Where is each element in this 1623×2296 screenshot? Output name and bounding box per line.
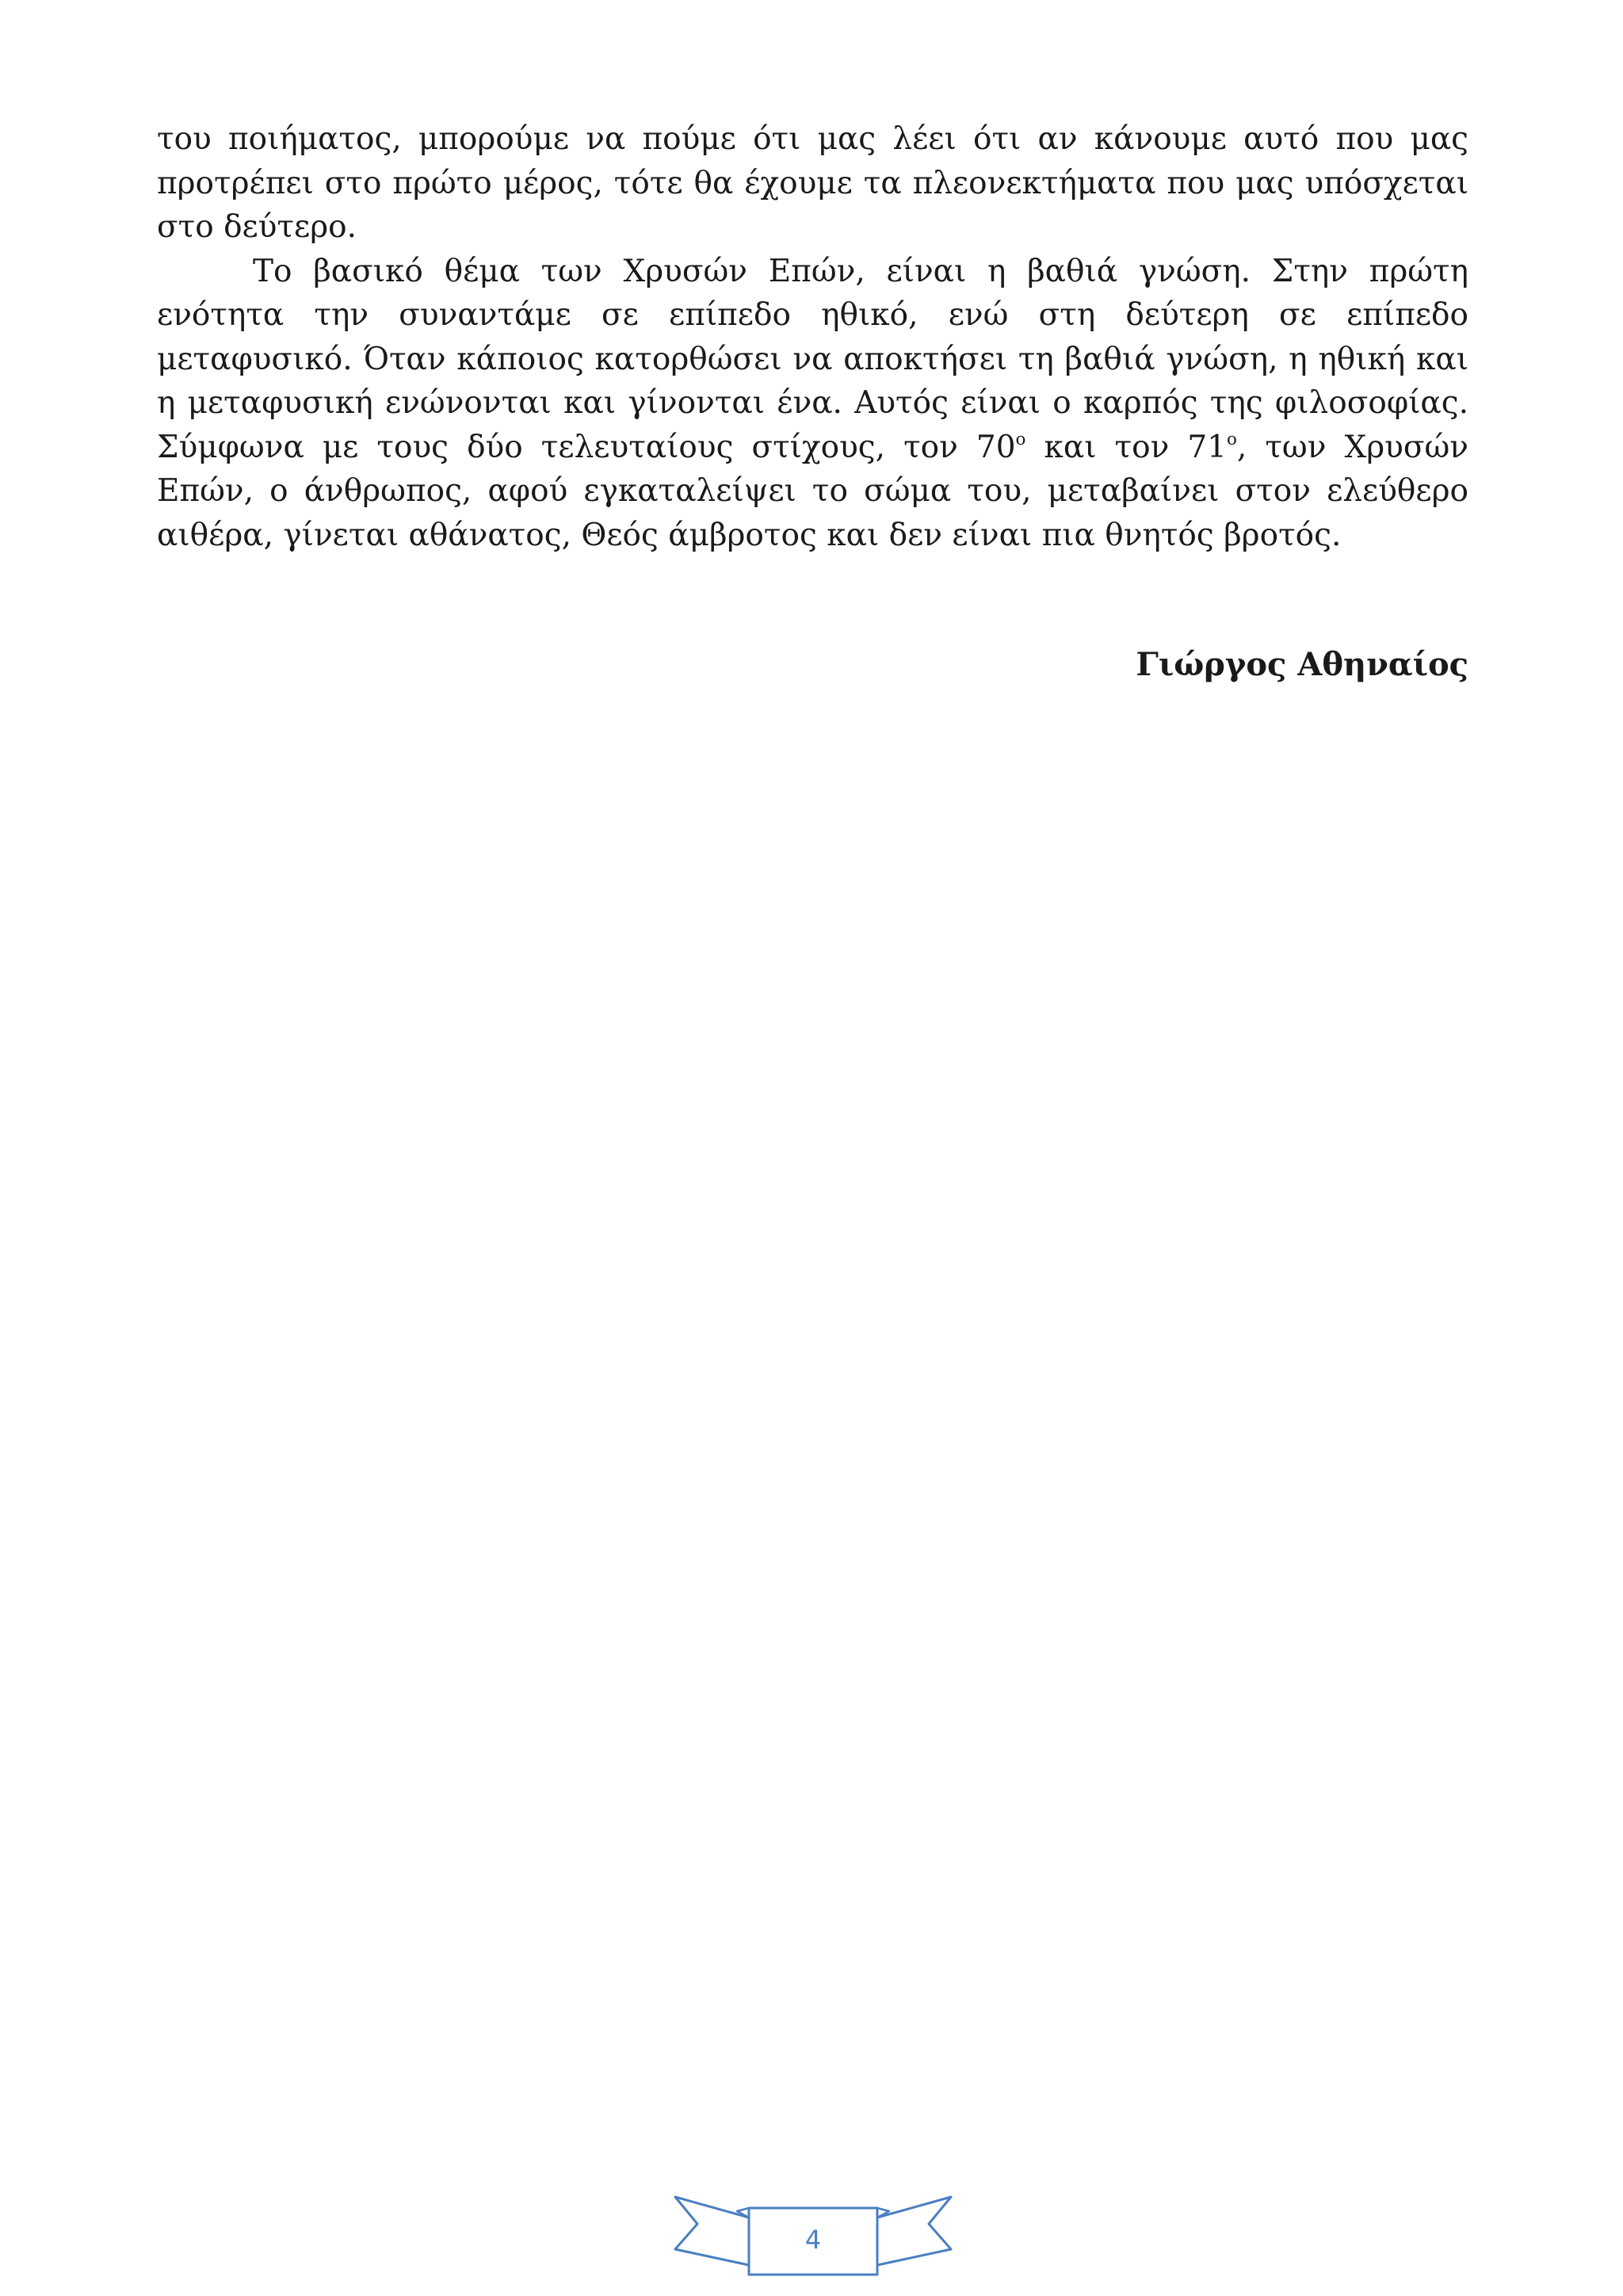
ordinal-suffix-71: ο xyxy=(1226,429,1237,449)
paragraph-continuation: του ποιήματος, μπορούμε να πούμε ότι μας λέει ότι αν κάνουμε αυτό που μας προτρέπει στο πρώτο μέρος, τότε θα έχουμε τα πλεονεκτήματα που μας υπόσχεται στο δεύτερο. xyxy=(157,121,1468,245)
page-number: 4 xyxy=(804,2225,822,2255)
paragraph-main-part-2: και τον 71 xyxy=(1025,429,1227,465)
paragraph-main-part-3: , των Χρυσών Επών, ο άνθρωπος, αφού εγκαταλείψει το σώμα του, μεταβαίνει στον ελεύθερο αιθέρα, γίνεται αθάνατος, Θεός άμβροτος και δεν είναι πια θνητός βροτός. xyxy=(157,429,1468,553)
body-text xyxy=(157,117,1468,557)
paragraph-main-part-1: Το βασικό θέμα των Χρυσών Επών, είναι η βαθιά γνώση. Στην πρώτη ενότητα την συναντάμε σε επίπεδο ηθικό, ενώ στη δεύτερη σε επίπεδο μεταφυσικό. Όταν κάποιος κατορθώσει να αποκτήσει τη βαθιά γνώση, η ηθική και η μεταφυσική ενώνονται και γίνονται ένα. Αυτός είναι ο καρπός της φιλοσοφίας. Σύμφωνα με τους δύο τελευταίους στίχους, τον 70 xyxy=(157,253,1468,465)
ordinal-suffix-70: ο xyxy=(1015,429,1026,449)
page-number-ribbon xyxy=(674,2187,953,2283)
paragraph-main xyxy=(157,250,1468,558)
author-signature: Γιώργος Αθηναίος xyxy=(1136,646,1468,683)
